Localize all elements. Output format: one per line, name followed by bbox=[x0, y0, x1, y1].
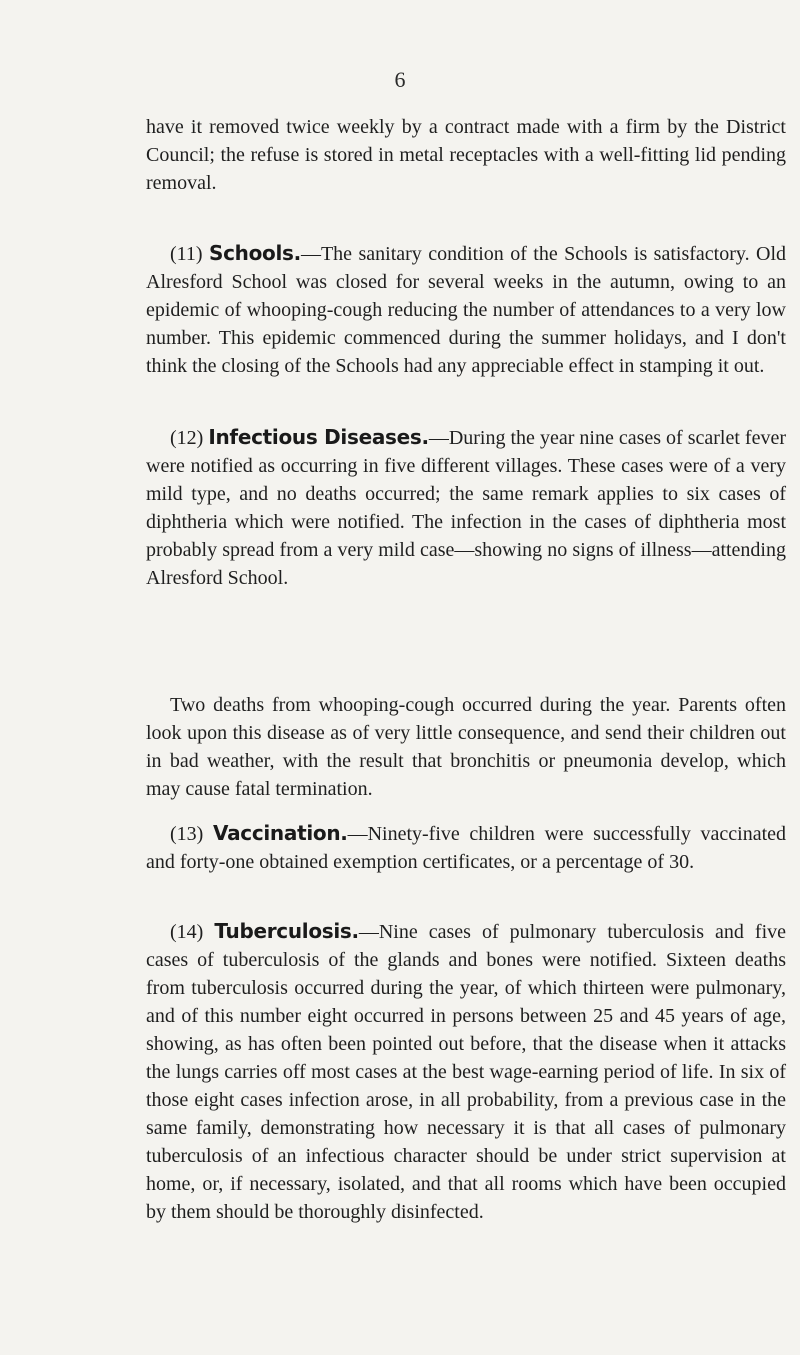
paragraph-text: —Ninety-five children were successfully vaccinated and forty-one obtained exemption certificates, or a percentage of 30. bbox=[146, 823, 786, 873]
paragraph-infectious-diseases bbox=[146, 423, 786, 592]
section-heading-tuberculosis: Tuberculosis. bbox=[214, 919, 359, 943]
section-heading-schools: Schools. bbox=[209, 241, 301, 265]
section-number: (14) bbox=[170, 921, 204, 943]
paragraph-text: —The sanitary condition of the Schools is satisfactory. Old Alresford School was closed for several weeks in the autumn, owing to an epidemic of whooping-cough reducing the number of attendances to a very low number. This epidemic commenced during the summer holidays, and I don't think the closing of the Schools had any appreciable effect in stamping it out. bbox=[146, 243, 786, 377]
paragraph-text: have it removed twice weekly by a contract made with a firm by the District Council; the refuse is stored in metal receptacles with a well-fitting lid pending removal. bbox=[146, 116, 786, 194]
section-number: (12) bbox=[170, 427, 204, 449]
section-number: (13) bbox=[170, 823, 204, 845]
paragraph-text: Two deaths from whooping-cough occurred during the year. Parents often look upon this disease as of very little consequence, and send their children out in bad weather, with the result that bronchitis or pneumonia develop, which may cause fatal termination. bbox=[146, 694, 786, 800]
paragraph-text: —During the year nine cases of scarlet fever were notified as occurring in five different villages. These cases were of a very mild type, and no deaths occurred; the same remark applies to six cases of diphtheria which were notified. The infection in the cases of diphtheria most probably spread from a very mild case—showing no signs of illness—attending Alresford School. bbox=[146, 427, 786, 589]
paragraph-text: —Nine cases of pulmonary tuberculosis and five cases of tuberculosis of the glands and bones were notified. Sixteen deaths from tuberculosis occurred during the year, of which thirteen were pulmonary, and of this number eight occurred in persons between 25 and 45 years of age, showing, as has often been pointed out before, that the disease when it attacks the lungs carries off most cases at the best wage-earning period of life. In six of those eight cases infection arose, in all probability, from a previous case in the same family, demonstrating how necessary it is that all cases of pulmonary tuberculosis of an infectious character should be under strict supervision at home, or, if necessary, isolated, and that all rooms which have been occupied by them should be thoroughly disinfected. bbox=[146, 921, 786, 1223]
section-heading-vaccination: Vaccination. bbox=[212, 821, 348, 845]
paragraph-refuse-removal bbox=[146, 113, 786, 197]
paragraph-vaccination bbox=[146, 819, 786, 876]
section-heading-infectious-diseases: Infectious Diseases. bbox=[208, 425, 429, 449]
paragraph-tuberculosis bbox=[146, 917, 786, 1226]
page-number: 6 bbox=[394, 67, 406, 92]
paragraph-schools bbox=[146, 239, 786, 380]
paragraph-whooping-cough bbox=[146, 691, 786, 803]
section-number: (11) bbox=[170, 243, 203, 265]
